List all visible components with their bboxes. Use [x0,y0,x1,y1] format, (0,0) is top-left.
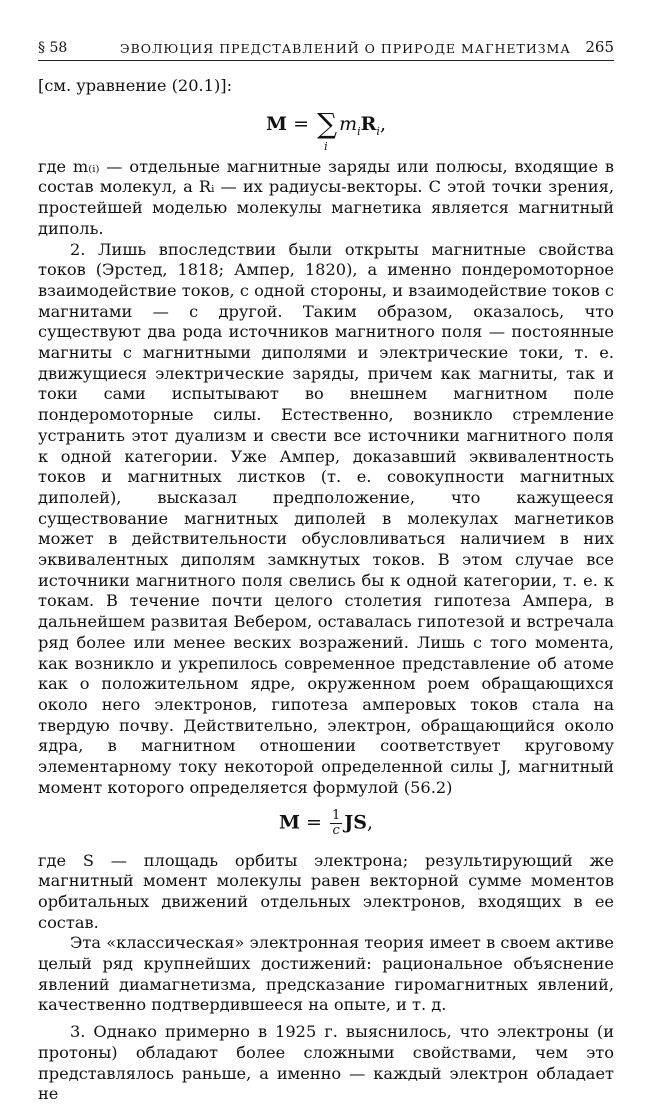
formula1-mass-index: i [357,124,361,138]
formula2-comma: , [367,811,374,833]
formula2-lhs: M [278,811,300,833]
fraction-denominator: c [332,822,340,838]
formula1-radius: R [360,112,377,135]
paragraph-4: Эта «классическая» электронная теория имеет в своем активе целый ряд крупнейших достижений: рациональное объяснение явлений диамагнетизма, предсказание гиромагнитных явлений, качественно подтвердившееся на опыте, и т. д. [38,933,614,1015]
formula2-rhs: JS [344,811,367,833]
paragraph-3: где S — площадь орбиты электрона; результирующий же магнитный момент молекулы равен векторной сумме моментов орбитальных движений отдельных электронов, входящих в ее состав. [38,850,614,932]
page-number: 265 [585,38,614,56]
formula1-comma: , [379,112,386,135]
intro-line: [см. уравнение (20.1)]: [38,76,233,95]
sum-index: i [324,139,328,153]
section-number: § 58 [38,40,68,56]
formula-magnetic-moment-sum [38,97,614,157]
sum-symbol [315,106,339,153]
paragraph-2: 2. Лишь впоследствии были открыты магнитные свойства токов (Эрстед, 1818; Ампер, 1820), а именно пондеромоторное взаимодействие токов, с одной стороны, и взаимодействие токов с магнитами — с другой. Таким образом, оказалось, что существуют два рода источников магнитного поля — постоянные магниты с магнитными диполями и электрические токи, т. е. движущиеся электрические заряды, причем как магниты, так и токи сами испытывают во внешнем магнитном поле пондеромоторные силы. Естественно, возникло стремление устранить этот дуализм и свести все источники магнитного поля к одной категории. Уже Ампер, доказавший эквивалентность токов и магнитных листков (т. е. совокупности магнитных диполей), высказал предположение, что кажущееся существование магнитных диполей в молекулах магнетиков может в действительности обусловливаться наличием в них эквивалентных диполям замкнутых токов. В этом случае все источники магнитного поля свелись бы к одной категории, т. е. к токам. В течение почти целого столетия гипотеза Ампера, в дальнейшем развитая Вебером, оставалась гипотезой и встречала ряд более или менее веских возражений. Лишь с того момента, как возникло и укрепилось современное представление об атоме как о положительном ядре, окруженном роем обращающихся около него электронов, гипотеза амперовых токов стала на твердую почву. Действительно, электрон, обращающийся около ядра, в магнитном отношении соответствует круговому элементарному току некоторой определенной силы J, магнитный момент которого определяется формулой (56.2) [38,239,614,797]
paragraph-1: где m₍ᵢ₎ — отдельные магнитные заряды или полюсы, входящие в состав молекул, а Rᵢ — их радиусы-векторы. С этой точки зрения, простейшей моделью молекулы магнетика является магнитный диполь. [38,156,614,238]
running-title: ЭВОЛЮЦИЯ ПРЕДСТАВЛЕНИЙ О ПРИРОДЕ МАГНЕТИЗМА [120,41,571,56]
sum-sign: ∑ [317,106,338,140]
formula1-lhs: M [266,112,288,135]
formula1-equals: = [293,112,310,135]
formula1-mass: m [339,112,358,135]
formula2-equals: = [306,811,322,833]
formula-orbital-moment [38,799,614,851]
fraction-numerator: 1 [332,807,341,823]
running-header [38,38,614,61]
formula1-radius-index: i [376,124,380,138]
fraction-one-over-c [330,809,342,838]
page-body [38,76,614,1105]
paragraph-5: 3. Однако примерно в 1925 г. выяснилось, что электроны (и протоны) обладают более сложными свойствами, чем это представлялось раньше, а именно — каждый электрон обладает не [38,1022,614,1104]
